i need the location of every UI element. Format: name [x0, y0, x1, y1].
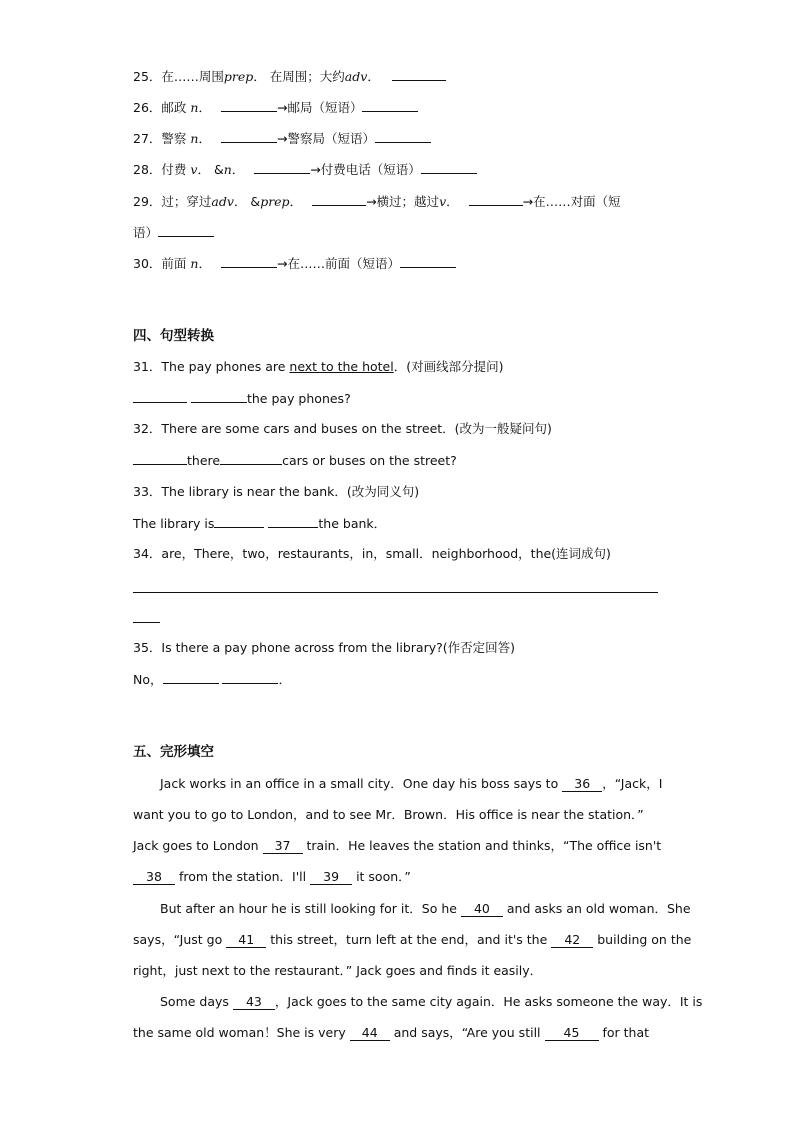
passage-line [133, 963, 542, 979]
cloze-blank[interactable]: 37 [263, 839, 303, 854]
part-of-speech: n [190, 131, 199, 146]
passage-text: right，just next to the restaurant．” Jack goes and finds it easily． [133, 963, 543, 978]
answer-32 [133, 452, 457, 469]
answer-blank[interactable] [163, 671, 219, 684]
question-31 [133, 359, 503, 375]
phrase-hint: →付费电话（短语） [310, 162, 421, 177]
passage-text: Jack works in an office in a small city．One day his boss says to [160, 776, 563, 791]
passage-text: Jack goes to London [133, 838, 263, 853]
answer-blank[interactable] [400, 255, 456, 268]
answer-blank[interactable] [254, 161, 310, 174]
question-25 [133, 68, 446, 85]
punct: ． [198, 256, 211, 271]
question-32 [133, 421, 552, 437]
passage-line [133, 1025, 649, 1041]
chinese-meaning: 邮政 [161, 100, 187, 115]
question-26 [133, 99, 418, 116]
answer-text: the bank． [318, 516, 387, 531]
passage-text: and says，“Are you still [389, 1025, 545, 1040]
punct: ． [278, 672, 291, 687]
cloze-blank[interactable]: 43 [233, 995, 275, 1010]
chinese-meaning: ． 在周围；大约 [253, 69, 345, 84]
cloze-blank[interactable]: 44 [350, 1026, 390, 1041]
cloze-blank[interactable]: 45 [545, 1026, 599, 1041]
underlined-text: next to the hotel [289, 359, 394, 374]
question-29-cont [133, 224, 214, 241]
question-number: 33． [133, 484, 162, 499]
passage-line [133, 869, 411, 885]
passage-text: the same old woman！She is very [133, 1025, 350, 1040]
question-29 [133, 193, 621, 210]
question-number: 27． [133, 131, 162, 146]
answer-blank[interactable] [268, 515, 318, 528]
passage-line [133, 838, 661, 854]
passage-text: building on the [593, 932, 692, 947]
answer-blank[interactable] [222, 671, 278, 684]
question-number: 25． [133, 69, 162, 84]
phrase-hint: →横过；越过 [366, 194, 440, 209]
passage-text: from the station．I'll [175, 869, 311, 884]
sentence: The library is near the bank．(改为同义句) [161, 484, 420, 499]
question-number: 35． [133, 640, 162, 655]
answer-text: cars or buses on the street? [282, 453, 457, 468]
question-35 [133, 640, 515, 656]
answer-line[interactable] [133, 622, 160, 623]
passage-text: for that [598, 1025, 650, 1040]
passage-line [160, 776, 662, 792]
chinese-meaning: 过；穿过 [161, 194, 212, 209]
punct: ． & [197, 162, 224, 177]
question-27 [133, 130, 431, 147]
passage-text: this street，turn left at the end，and it's the [266, 932, 552, 947]
part-of-speech: n [223, 162, 232, 177]
part-of-speech: v [439, 194, 447, 209]
chinese-meaning: 付费 [161, 162, 187, 177]
answer-blank[interactable] [221, 130, 277, 143]
question-number: 30． [133, 256, 162, 271]
question-number: 26． [133, 100, 162, 115]
passage-text: want you to go to London，and to see Mr．Brown．His office is near the station．” [133, 807, 644, 822]
cloze-blank[interactable]: 38 [133, 870, 175, 885]
answer-blank[interactable] [469, 193, 523, 206]
question-number: 28． [133, 162, 162, 177]
answer-text: the pay phones? [246, 391, 351, 406]
part-of-speech: v [190, 162, 198, 177]
passage-text: ，Jack goes to the same city again．He asks someone the way．It is [274, 994, 703, 1009]
part-of-speech: n [190, 100, 199, 115]
chinese-meaning: 警察 [161, 131, 187, 146]
answer-line[interactable] [133, 592, 658, 593]
instruction: ．(对画线部分提问) [393, 359, 504, 374]
answer-blank[interactable] [191, 390, 247, 403]
passage-text: and asks an old woman．She [502, 901, 691, 916]
punct: ． [198, 131, 211, 146]
answer-blank[interactable] [133, 390, 187, 403]
punct: ． [446, 194, 459, 209]
passage-line [133, 932, 691, 948]
answer-35 [133, 671, 291, 688]
cloze-blank[interactable]: 40 [461, 902, 503, 917]
punct: ． & [233, 194, 261, 209]
answer-blank[interactable] [133, 452, 187, 465]
passage-text: Some days [160, 994, 233, 1009]
chinese-meaning: 在……周围 [161, 69, 224, 84]
answer-text: there [187, 453, 221, 468]
question-number: 31． [133, 359, 162, 374]
passage-text: says，“Just go [133, 932, 227, 947]
answer-blank[interactable] [221, 255, 277, 268]
part-of-speech: adv [211, 194, 234, 209]
answer-blank[interactable] [362, 99, 418, 112]
phrase-hint: →在……前面（短语） [276, 256, 400, 271]
cloze-blank[interactable]: 42 [551, 933, 593, 948]
question-number: 29． [133, 194, 162, 209]
cloze-blank[interactable]: 36 [562, 777, 602, 792]
answer-blank[interactable] [421, 161, 477, 174]
section-title: 四、句型转换 [133, 328, 214, 344]
punct: ． [198, 100, 211, 115]
passage-line [160, 994, 702, 1010]
passage-text: ，“Jack，I [602, 776, 663, 791]
punct: ． [289, 194, 303, 209]
chinese-meaning: 前面 [161, 256, 187, 271]
question-33 [133, 484, 419, 500]
phrase-hint: 语） [133, 225, 159, 240]
sentence: The pay phones are [161, 359, 290, 374]
phrase-hint: →在……对面（短 [522, 194, 621, 209]
phrase-hint: →警察局（短语） [276, 131, 375, 146]
answer-blank[interactable] [221, 99, 277, 112]
answer-33 [133, 515, 386, 532]
answer-blank[interactable] [214, 515, 264, 528]
section-title: 五、完形填空 [133, 744, 214, 760]
passage-text: But after an hour he is still looking for it．So he [160, 901, 461, 916]
part-of-speech: n [190, 256, 199, 271]
passage-text: train．He leaves the station and thinks，“The office isn't [302, 838, 662, 853]
answer-blank[interactable] [392, 68, 446, 81]
part-of-speech: prep [260, 194, 290, 209]
answer-blank[interactable] [158, 224, 214, 237]
answer-text: The library is [133, 516, 215, 531]
answer-blank[interactable] [220, 452, 282, 465]
question-34 [133, 546, 611, 562]
answer-31 [133, 390, 351, 407]
question-number: 32． [133, 421, 162, 436]
answer-blank[interactable] [312, 193, 366, 206]
phrase-hint: →邮局（短语） [276, 100, 363, 115]
punct: ． [367, 69, 380, 84]
cloze-blank[interactable]: 39 [310, 870, 352, 885]
question-number: 34． [133, 546, 162, 561]
answer-blank[interactable] [375, 130, 431, 143]
answer-text: No， [133, 672, 163, 687]
sentence: Is there a pay phone across from the library?(作否定回答) [161, 640, 516, 655]
sentence: are，There，two，restaurants，in，small．neighborhood，the(连词成句) [161, 546, 611, 561]
part-of-speech: adv [344, 69, 368, 84]
part-of-speech: prep [223, 69, 254, 84]
cloze-blank[interactable]: 41 [226, 933, 266, 948]
passage-line [133, 807, 644, 823]
sentence: There are some cars and buses on the street．(改为一般疑问句) [161, 421, 552, 436]
passage-line [160, 901, 691, 917]
question-28 [133, 161, 477, 178]
question-30 [133, 255, 456, 272]
punct: ． [231, 162, 245, 177]
passage-text: it soon．” [352, 869, 411, 884]
